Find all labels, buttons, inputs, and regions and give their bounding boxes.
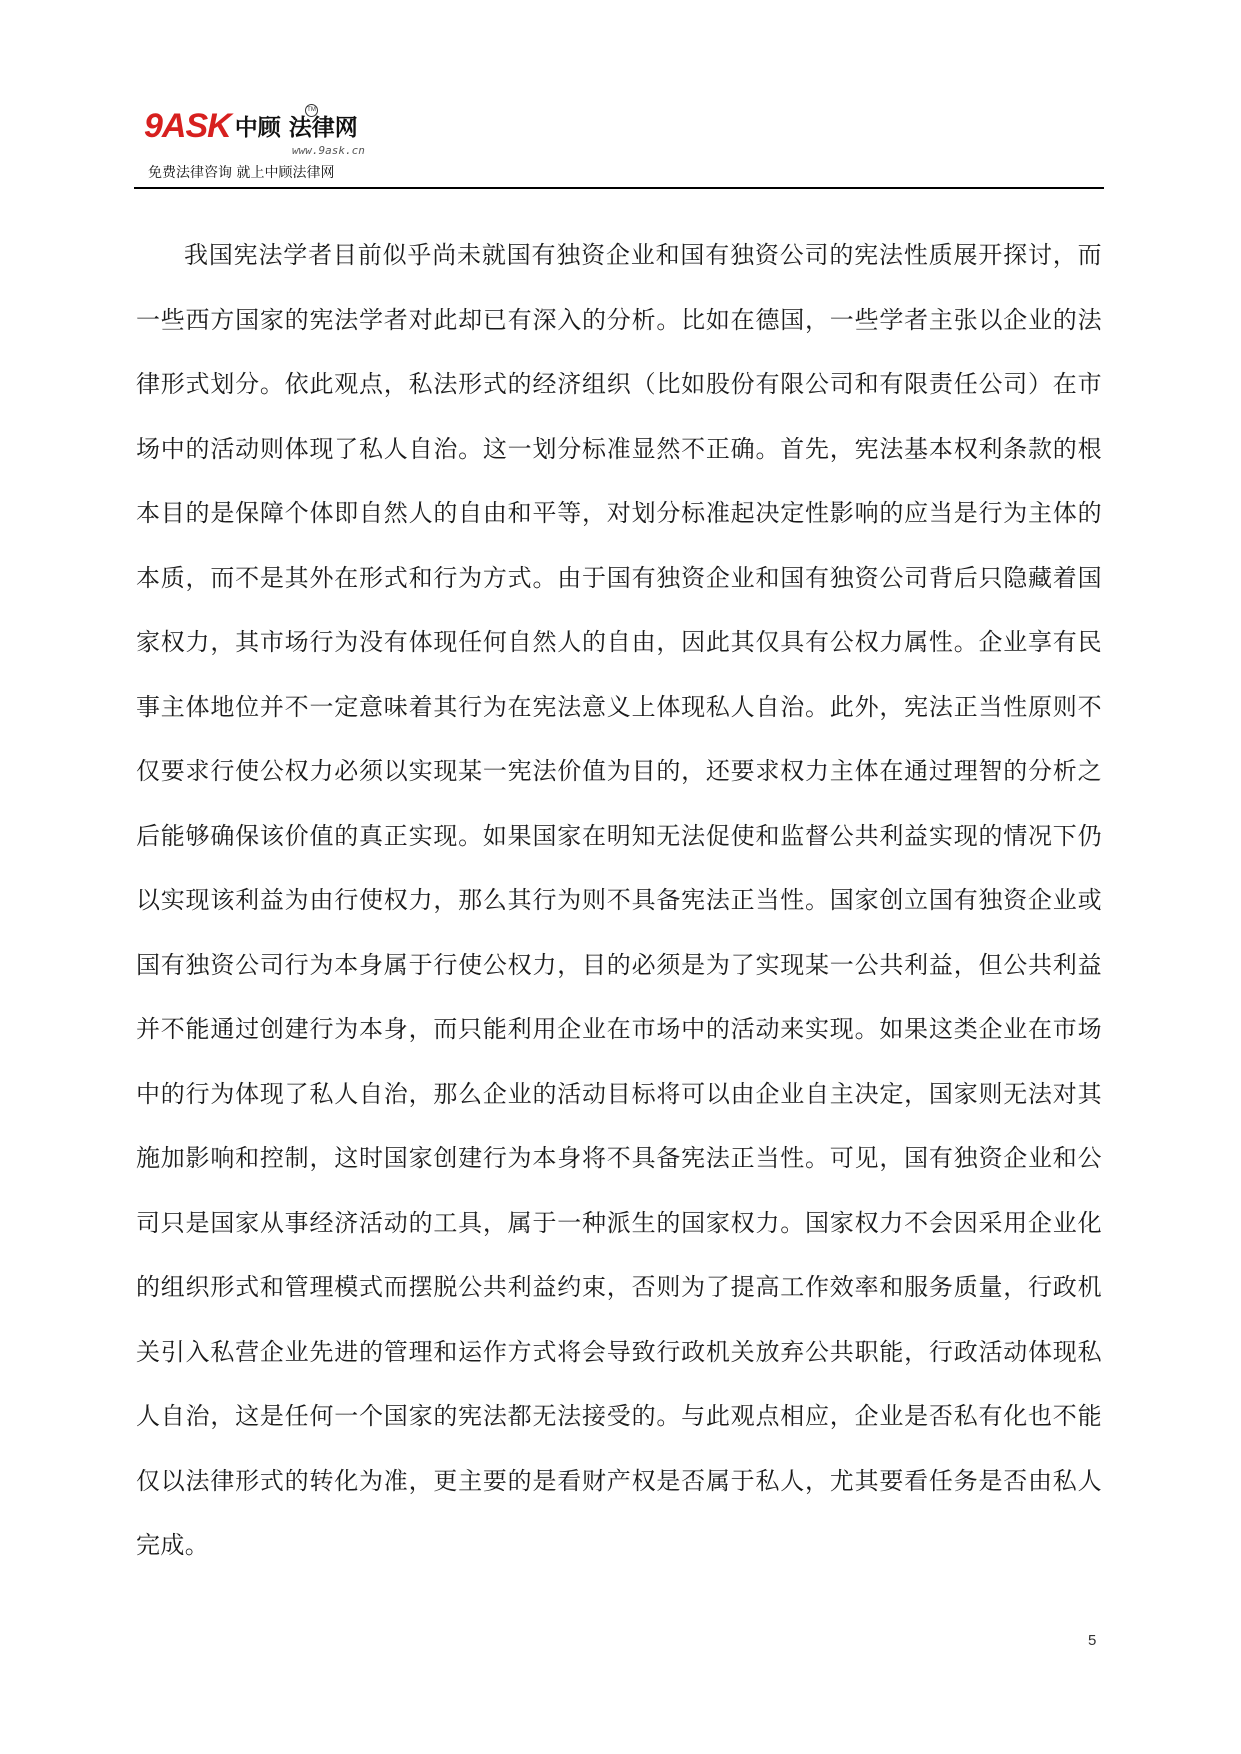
- logo-site: 法律网: [288, 115, 358, 141]
- logo-url: www.9ask.cn: [292, 144, 365, 157]
- logo-slogan: 免费法律咨询 就上中顾法律网: [148, 165, 335, 181]
- logo-brand: 9ASK: [144, 107, 231, 145]
- page-number: 5: [1088, 1632, 1097, 1649]
- site-logo[interactable]: [144, 102, 404, 182]
- body-paragraph: 我国宪法学者目前似乎尚未就国有独资企业和国有独资公司的宪法性质展开探讨，而一些西方国家的宪法学者对此却已有深入的分析。比如在德国，一些学者主张以企业的法律形式划分。依此观点，私法形式的经济组织（比如股份有限公司和有限责任公司）在市场中的活动则体现了私人自治。这一划分标准显然不正确。首先，宪法基本权利条款的根本目的是保障个体即自然人的自由和平等，对划分标准起决定性影响的应当是行为主体的本质，而不是其外在形式和行为方式。由于国有独资企业和国有独资公司背后只隐藏着国家权力，其市场行为没有体现任何自然人的自由，因此其仅具有公权力属性。企业享有民事主体地位并不一定意味着其行为在宪法意义上体现私人自治。此外，宪法正当性原则不仅要求行使公权力必须以实现某一宪法价值为目的，还要求权力主体在通过理智的分析之后能够确保该价值的真正实现。如果国家在明知无法促使和监督公共利益实现的情况下仍以实现该利益为由行使权力，那么其行为则不具备宪法正当性。国家创立国有独资企业或国有独资公司行为本身属于行使公权力，目的必须是为了实现某一公共利益，但公共利益并不能通过创建行为本身，而只能利用企业在市场中的活动来实现。如果这类企业在市场中的行为体现了私人自治，那么企业的活动目标将可以由企业自主决定，国家则无法对其施加影响和控制，这时国家创建行为本身将不具备宪法正当性。可见，国有独资企业和公司只是国家从事经济活动的工具，属于一种派生的国家权力。国家权力不会因采用企业化的组织形式和管理模式而摆脱公共利益约束，否则为了提高工作效率和服务质量，行政机关引入私营企业先进的管理和运作方式将会导致行政机关放弃公共职能，行政活动体现私人自治，这是任何一个国家的宪法都无法接受的。与此观点相应，企业是否私有化也不能仅以法律形式的转化为准，更主要的是看财产权是否属于私人，尤其要看任务是否由私人完成。: [136, 241, 1102, 1559]
- header-divider: [134, 187, 1104, 189]
- page-header: [134, 96, 1104, 188]
- trademark-icon: TM: [305, 104, 318, 117]
- logo-name: 中顾: [234, 115, 281, 141]
- logo-wordmark: [144, 102, 358, 146]
